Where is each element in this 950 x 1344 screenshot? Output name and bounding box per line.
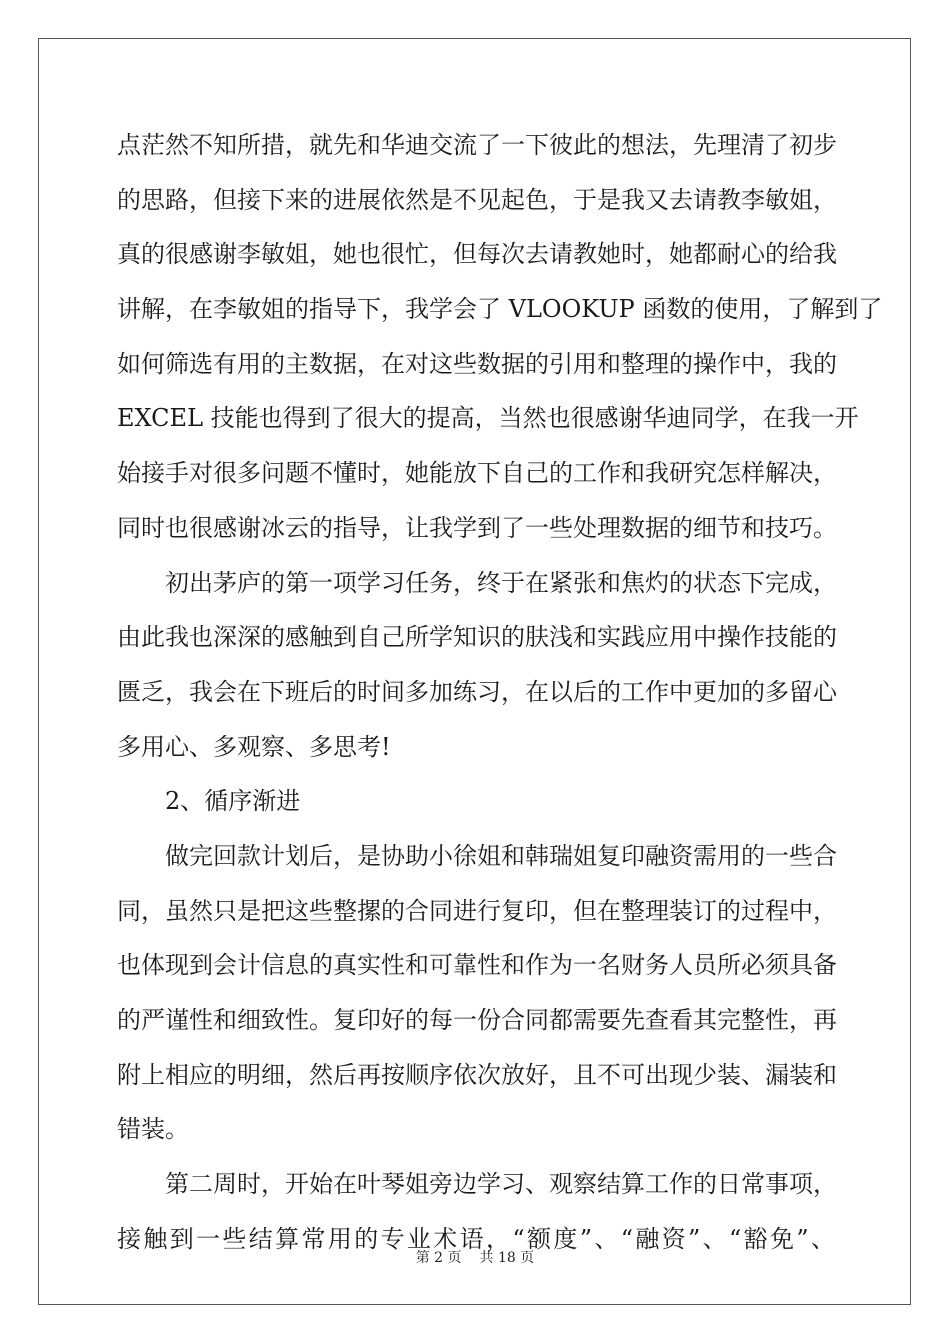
document-body <box>117 125 883 1273</box>
text-line: 2、循序渐进 <box>165 787 301 816</box>
section-heading <box>117 781 835 836</box>
text-line: 点茫然不知所措，就先和华迪交流了一下彼此的想法，先理清了初步 <box>117 131 837 159</box>
text-line: 的严谨性和细致性。复印好的每一份合同都需要先查看其完整性，再 <box>117 1006 837 1034</box>
page-number: 第 2 页 <box>415 1250 462 1266</box>
text-line: 第二周时，开始在叶琴姐旁边学习、观察结算工作的日常事项， <box>165 1170 837 1199</box>
paragraph <box>117 125 883 563</box>
paragraph <box>117 563 835 782</box>
text-line: 错装。 <box>117 1115 189 1144</box>
text-line: 附上相应的明细，然后再按顺序依次放好，且不可出现少装、漏装和 <box>117 1060 837 1089</box>
text-line: 始接手对很多问题不懂时，她能放下自己的工作和我研究怎样解决， <box>117 459 837 488</box>
text-line: EXCEL 技能也得到了很大的提高，当然也很感谢华迪同学，在我一开 <box>117 404 859 433</box>
text-line: 多用心、多观察、多思考! <box>117 732 391 761</box>
page-total: 共 18 页 <box>479 1250 535 1266</box>
text-line: 真的很感谢李敏姐，她也很忙，但每次去请教她时，她都耐心的给我 <box>117 240 837 269</box>
paragraph <box>117 836 835 1164</box>
text-line: 也体现到会计信息的真实性和可靠性和作为一名财务人员所必须具备 <box>117 951 837 980</box>
text-line: 如何筛选有用的主数据，在对这些数据的引用和整理的操作中，我的 <box>117 349 837 378</box>
text-line: 接触到一些结算常用的专业术语，“额度”、“融资”、“豁免”、 <box>117 1224 835 1253</box>
text-line: 初出茅庐的第一项学习任务，终于在紧张和焦灼的状态下完成， <box>165 568 837 597</box>
text-line: 讲解，在李敏姐的指导下，我学会了 VLOOKUP 函数的使用，了解到了 <box>117 295 883 324</box>
text-line: 做完回款计划后，是协助小徐姐和韩瑞姐复印融资需用的一些合 <box>165 841 837 870</box>
text-line: 匮乏，我会在下班后的时间多加练习，在以后的工作中更加的多留心 <box>117 677 837 706</box>
text-line: 由此我也深深的感触到自己所学知识的肤浅和实践应用中操作技能的 <box>117 623 837 652</box>
page-footer <box>0 1247 950 1267</box>
text-line: 同，虽然只是把这些整摞的合同进行复印，但在整理装订的过程中， <box>117 896 837 925</box>
text-line: 的思路，但接下来的进展依然是不见起色，于是我又去请教李敏姐， <box>117 185 837 214</box>
text-line: 同时也很感谢冰云的指导，让我学到了一些处理数据的细节和技巧。 <box>117 513 837 542</box>
